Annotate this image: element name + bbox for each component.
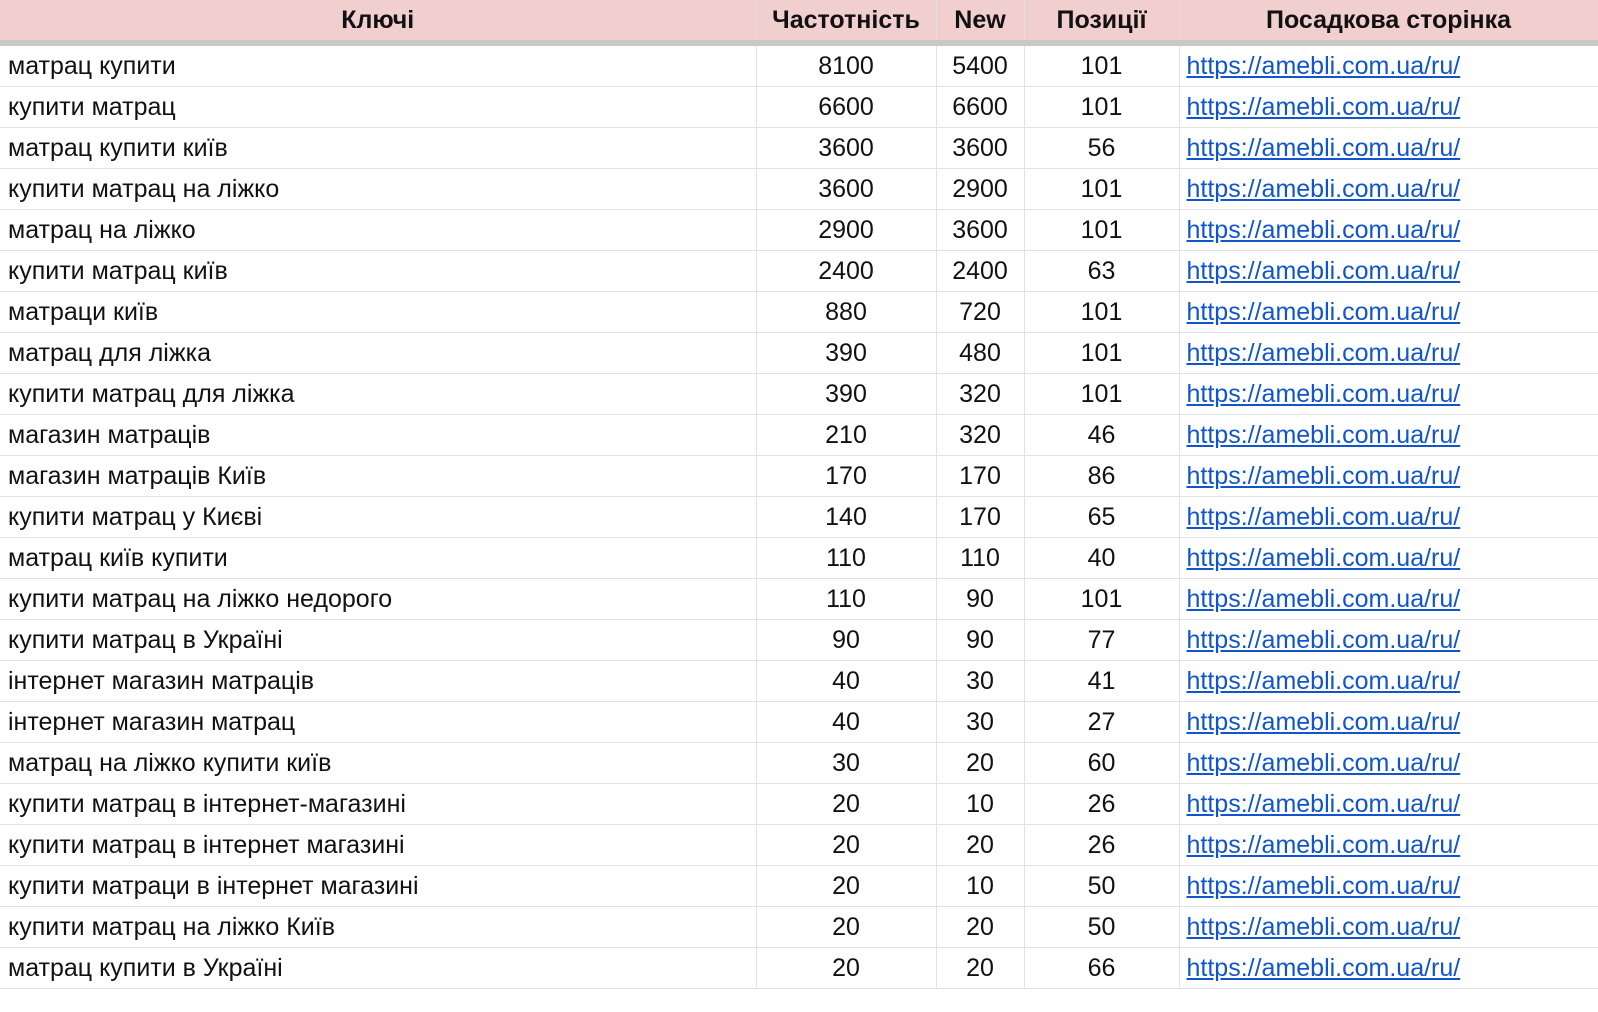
table-row — [0, 579, 1598, 620]
cell-keyword[interactable]: купити матрац на ліжко недорого — [0, 579, 756, 620]
cell-keyword[interactable]: купити матрац у Києві — [0, 497, 756, 538]
table-row — [0, 661, 1598, 702]
cell-frequency[interactable]: 390 — [756, 333, 936, 374]
cell-position[interactable]: 101 — [1024, 374, 1179, 415]
cell-frequency[interactable]: 2400 — [756, 251, 936, 292]
table-row — [0, 87, 1598, 128]
landing-page-link[interactable]: https://amebli.com.ua/ru/ — [1186, 51, 1461, 80]
cell-frequency[interactable]: 110 — [756, 538, 936, 579]
cell-landing-page[interactable] — [1179, 374, 1598, 415]
cell-frequency[interactable]: 90 — [756, 620, 936, 661]
cell-landing-page[interactable] — [1179, 128, 1598, 169]
landing-page-link[interactable]: https://amebli.com.ua/ru/ — [1186, 256, 1461, 285]
table-row — [0, 210, 1598, 251]
cell-landing-page[interactable] — [1179, 456, 1598, 497]
table-row — [0, 866, 1598, 907]
cell-new[interactable]: 20 — [936, 907, 1024, 948]
cell-new[interactable]: 320 — [936, 415, 1024, 456]
cell-new[interactable]: 170 — [936, 497, 1024, 538]
table-row — [0, 784, 1598, 825]
cell-landing-page[interactable] — [1179, 579, 1598, 620]
cell-landing-page[interactable] — [1179, 87, 1598, 128]
cell-keyword[interactable]: купити матрац київ — [0, 251, 756, 292]
cell-position[interactable]: 56 — [1024, 128, 1179, 169]
cell-landing-page[interactable] — [1179, 210, 1598, 251]
cell-new[interactable]: 480 — [936, 333, 1024, 374]
cell-frequency[interactable]: 210 — [756, 415, 936, 456]
cell-frequency[interactable]: 2900 — [756, 210, 936, 251]
cell-position[interactable]: 63 — [1024, 251, 1179, 292]
table-row — [0, 456, 1598, 497]
cell-position[interactable]: 40 — [1024, 538, 1179, 579]
cell-landing-page[interactable] — [1179, 169, 1598, 210]
cell-landing-page[interactable] — [1179, 948, 1598, 989]
landing-page-link[interactable]: https://amebli.com.ua/ru/ — [1186, 215, 1461, 244]
cell-new[interactable]: 90 — [936, 579, 1024, 620]
cell-new[interactable]: 30 — [936, 661, 1024, 702]
cell-keyword[interactable]: матраци київ — [0, 292, 756, 333]
landing-page-link[interactable]: https://amebli.com.ua/ru/ — [1186, 379, 1461, 408]
cell-position[interactable]: 101 — [1024, 579, 1179, 620]
cell-frequency[interactable]: 20 — [756, 784, 936, 825]
cell-position[interactable]: 50 — [1024, 866, 1179, 907]
landing-page-link[interactable]: https://amebli.com.ua/ru/ — [1186, 461, 1461, 490]
landing-page-link[interactable]: https://amebli.com.ua/ru/ — [1186, 133, 1461, 162]
landing-page-link[interactable]: https://amebli.com.ua/ru/ — [1186, 584, 1461, 613]
cell-position[interactable]: 65 — [1024, 497, 1179, 538]
cell-keyword[interactable]: матрац на ліжко — [0, 210, 756, 251]
cell-position[interactable]: 46 — [1024, 415, 1179, 456]
cell-keyword[interactable]: матрац київ купити — [0, 538, 756, 579]
column-header-frequency[interactable]: Частотність — [756, 0, 936, 43]
cell-frequency[interactable]: 390 — [756, 374, 936, 415]
landing-page-link[interactable]: https://amebli.com.ua/ru/ — [1186, 707, 1461, 736]
landing-page-link[interactable]: https://amebli.com.ua/ru/ — [1186, 543, 1461, 572]
cell-new[interactable]: 10 — [936, 784, 1024, 825]
cell-new[interactable]: 720 — [936, 292, 1024, 333]
cell-position[interactable]: 77 — [1024, 620, 1179, 661]
table-row — [0, 620, 1598, 661]
cell-keyword[interactable]: купити матрац для ліжка — [0, 374, 756, 415]
cell-landing-page[interactable] — [1179, 702, 1598, 743]
cell-keyword[interactable]: матрац купити в Україні — [0, 948, 756, 989]
cell-position[interactable]: 86 — [1024, 456, 1179, 497]
table-row — [0, 169, 1598, 210]
table-row — [0, 825, 1598, 866]
cell-keyword[interactable]: купити матрац на ліжко Київ — [0, 907, 756, 948]
cell-position[interactable]: 101 — [1024, 333, 1179, 374]
landing-page-link[interactable]: https://amebli.com.ua/ru/ — [1186, 502, 1461, 531]
cell-new[interactable]: 5400 — [936, 43, 1024, 87]
cell-frequency[interactable]: 3600 — [756, 128, 936, 169]
cell-frequency[interactable]: 6600 — [756, 87, 936, 128]
table-row — [0, 497, 1598, 538]
column-header-landing-page[interactable]: Посадкова сторінка — [1179, 0, 1598, 43]
cell-new[interactable]: 170 — [936, 456, 1024, 497]
cell-landing-page[interactable] — [1179, 497, 1598, 538]
cell-frequency[interactable]: 40 — [756, 661, 936, 702]
cell-frequency[interactable]: 110 — [756, 579, 936, 620]
table-row — [0, 948, 1598, 989]
cell-position[interactable]: 66 — [1024, 948, 1179, 989]
cell-new[interactable]: 30 — [936, 702, 1024, 743]
cell-position[interactable]: 101 — [1024, 292, 1179, 333]
cell-landing-page[interactable] — [1179, 538, 1598, 579]
cell-position[interactable]: 26 — [1024, 825, 1179, 866]
cell-keyword[interactable]: магазин матраців Київ — [0, 456, 756, 497]
cell-keyword[interactable]: купити матрац на ліжко — [0, 169, 756, 210]
landing-page-link[interactable]: https://amebli.com.ua/ru/ — [1186, 912, 1461, 941]
cell-landing-page[interactable] — [1179, 784, 1598, 825]
cell-frequency[interactable]: 3600 — [756, 169, 936, 210]
cell-position[interactable]: 60 — [1024, 743, 1179, 784]
cell-new[interactable]: 110 — [936, 538, 1024, 579]
column-header-keys[interactable]: Ключі — [0, 0, 756, 43]
cell-keyword[interactable]: купити матрац в інтернет-магазині — [0, 784, 756, 825]
landing-page-link[interactable]: https://amebli.com.ua/ru/ — [1186, 666, 1461, 695]
cell-position[interactable]: 101 — [1024, 169, 1179, 210]
cell-frequency[interactable]: 20 — [756, 825, 936, 866]
cell-position[interactable]: 101 — [1024, 87, 1179, 128]
table-row — [0, 292, 1598, 333]
cell-new[interactable]: 20 — [936, 948, 1024, 989]
landing-page-link[interactable]: https://amebli.com.ua/ru/ — [1186, 625, 1461, 654]
cell-new[interactable]: 3600 — [936, 210, 1024, 251]
cell-frequency[interactable]: 20 — [756, 907, 936, 948]
landing-page-link[interactable]: https://amebli.com.ua/ru/ — [1186, 871, 1461, 900]
table-row — [0, 743, 1598, 784]
cell-new[interactable]: 10 — [936, 866, 1024, 907]
table-row — [0, 907, 1598, 948]
landing-page-link[interactable]: https://amebli.com.ua/ru/ — [1186, 174, 1461, 203]
cell-new[interactable]: 20 — [936, 743, 1024, 784]
cell-landing-page[interactable] — [1179, 907, 1598, 948]
cell-frequency[interactable]: 20 — [756, 948, 936, 989]
cell-landing-page[interactable] — [1179, 661, 1598, 702]
cell-new[interactable]: 2900 — [936, 169, 1024, 210]
table-row — [0, 538, 1598, 579]
table-row — [0, 128, 1598, 169]
landing-page-link[interactable]: https://amebli.com.ua/ru/ — [1186, 953, 1461, 982]
cell-position[interactable]: 27 — [1024, 702, 1179, 743]
cell-new[interactable]: 3600 — [936, 128, 1024, 169]
landing-page-link[interactable]: https://amebli.com.ua/ru/ — [1186, 830, 1461, 859]
column-header-new[interactable]: New — [936, 0, 1024, 43]
cell-frequency[interactable]: 40 — [756, 702, 936, 743]
cell-landing-page[interactable] — [1179, 43, 1598, 87]
cell-keyword[interactable]: матрац для ліжка — [0, 333, 756, 374]
landing-page-link[interactable]: https://amebli.com.ua/ru/ — [1186, 338, 1461, 367]
cell-keyword[interactable]: купити матрац — [0, 87, 756, 128]
cell-new[interactable]: 90 — [936, 620, 1024, 661]
table-row — [0, 43, 1598, 87]
table-row — [0, 702, 1598, 743]
cell-keyword[interactable]: магазин матраців — [0, 415, 756, 456]
cell-landing-page[interactable] — [1179, 251, 1598, 292]
cell-keyword[interactable]: купити матрац в інтернет магазині — [0, 825, 756, 866]
table-row — [0, 415, 1598, 456]
cell-landing-page[interactable] — [1179, 333, 1598, 374]
cell-position[interactable]: 101 — [1024, 43, 1179, 87]
cell-keyword[interactable]: інтернет магазин матраців — [0, 661, 756, 702]
cell-new[interactable]: 20 — [936, 825, 1024, 866]
cell-keyword[interactable]: інтернет магазин матрац — [0, 702, 756, 743]
landing-page-link[interactable]: https://amebli.com.ua/ru/ — [1186, 789, 1461, 818]
cell-keyword[interactable]: купити матраци в інтернет магазині — [0, 866, 756, 907]
table-row — [0, 251, 1598, 292]
cell-landing-page[interactable] — [1179, 415, 1598, 456]
cell-position[interactable]: 50 — [1024, 907, 1179, 948]
cell-position[interactable]: 101 — [1024, 210, 1179, 251]
header-row — [0, 0, 1598, 43]
cell-frequency[interactable]: 30 — [756, 743, 936, 784]
cell-keyword[interactable]: матрац купити — [0, 43, 756, 87]
landing-page-link[interactable]: https://amebli.com.ua/ru/ — [1186, 92, 1461, 121]
table-row — [0, 374, 1598, 415]
landing-page-link[interactable]: https://amebli.com.ua/ru/ — [1186, 297, 1461, 326]
cell-landing-page[interactable] — [1179, 866, 1598, 907]
cell-keyword[interactable]: матрац на ліжко купити київ — [0, 743, 756, 784]
cell-frequency[interactable]: 140 — [756, 497, 936, 538]
cell-landing-page[interactable] — [1179, 292, 1598, 333]
cell-frequency[interactable]: 8100 — [756, 43, 936, 87]
landing-page-link[interactable]: https://amebli.com.ua/ru/ — [1186, 748, 1461, 777]
cell-position[interactable]: 41 — [1024, 661, 1179, 702]
cell-frequency[interactable]: 170 — [756, 456, 936, 497]
cell-landing-page[interactable] — [1179, 743, 1598, 784]
cell-landing-page[interactable] — [1179, 825, 1598, 866]
cell-landing-page[interactable] — [1179, 620, 1598, 661]
cell-keyword[interactable]: купити матрац в Україні — [0, 620, 756, 661]
table-body — [0, 43, 1598, 989]
cell-new[interactable]: 320 — [936, 374, 1024, 415]
landing-page-link[interactable]: https://amebli.com.ua/ru/ — [1186, 420, 1461, 449]
cell-new[interactable]: 6600 — [936, 87, 1024, 128]
column-header-positions[interactable]: Позиції — [1024, 0, 1179, 43]
cell-keyword[interactable]: матрац купити київ — [0, 128, 756, 169]
cell-position[interactable]: 26 — [1024, 784, 1179, 825]
cell-new[interactable]: 2400 — [936, 251, 1024, 292]
cell-frequency[interactable]: 20 — [756, 866, 936, 907]
table-row — [0, 333, 1598, 374]
cell-frequency[interactable]: 880 — [756, 292, 936, 333]
